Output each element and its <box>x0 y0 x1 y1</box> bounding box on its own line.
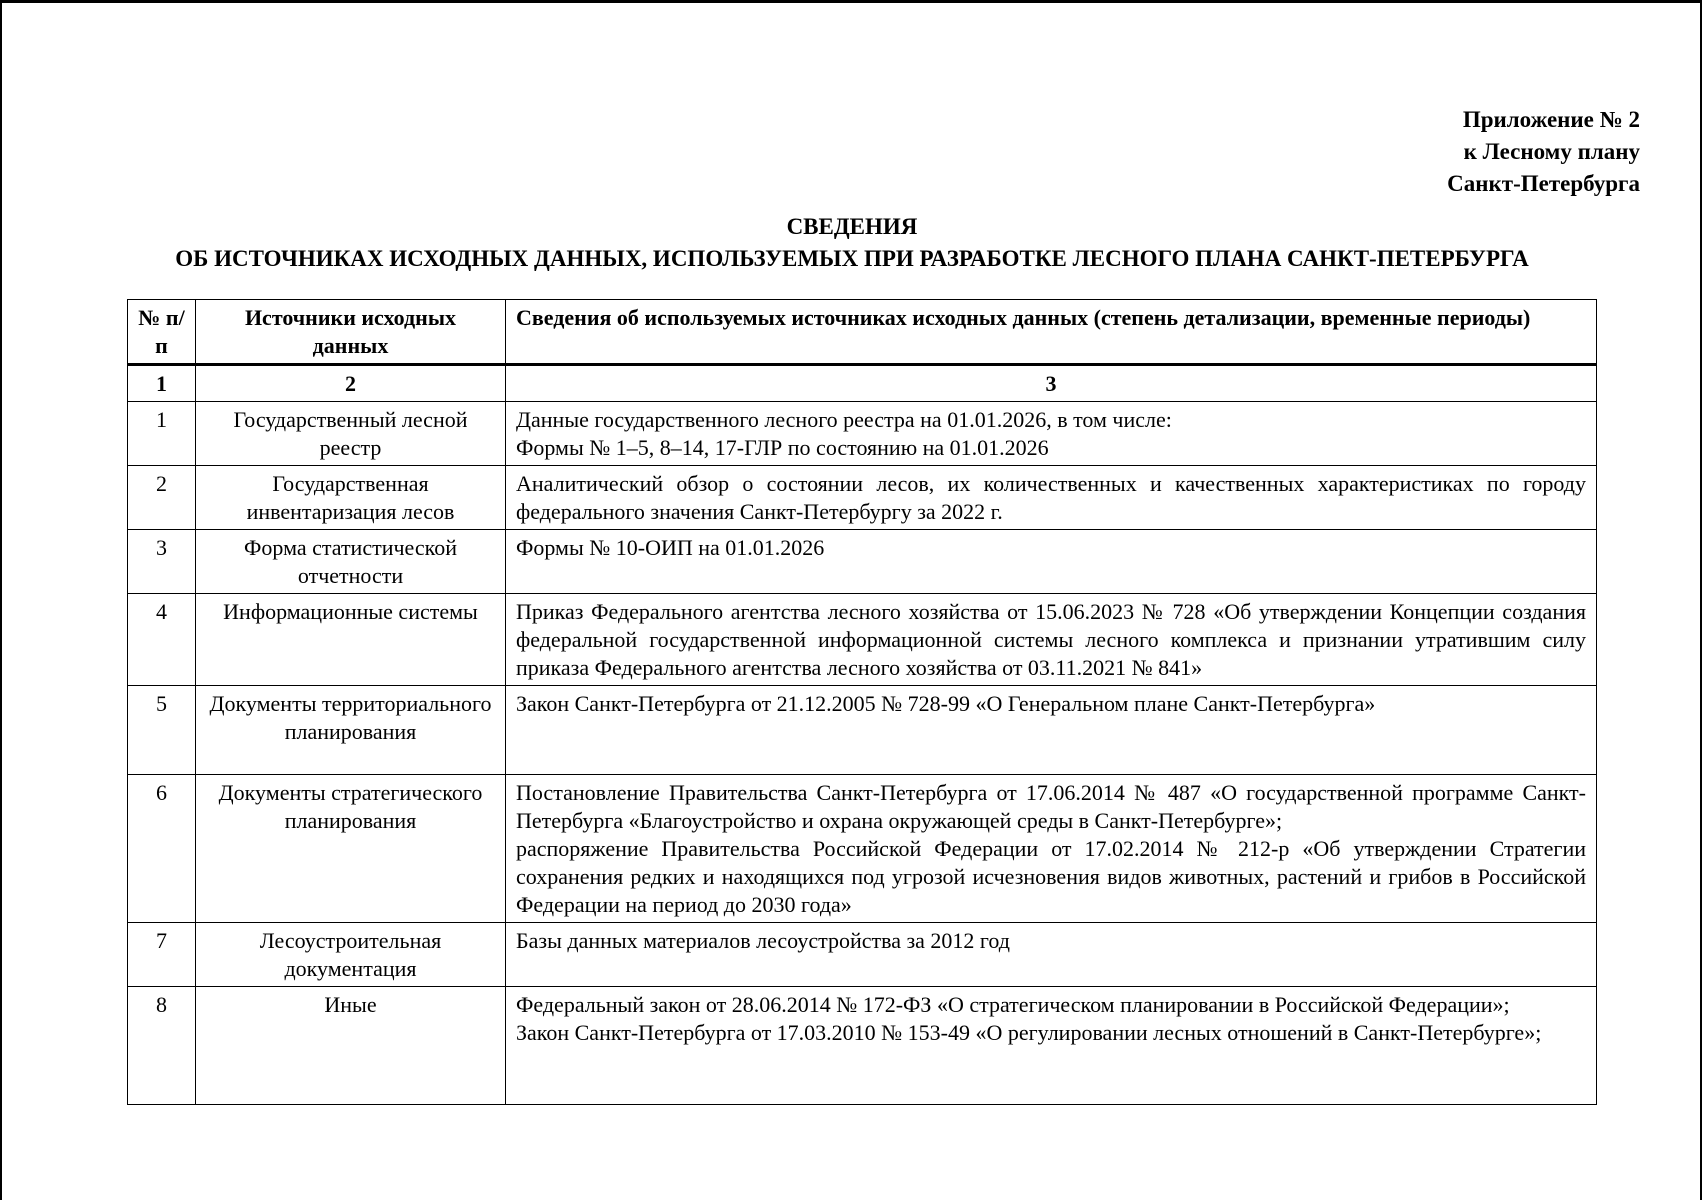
row-source: Форма статистической отчетности <box>196 530 506 594</box>
info-paragraph: Приказ Федерального агентства лесного хозяйства от 15.06.2023 № 728 «Об утверждении Концепции создания федеральной государственной информационной системы лесного комплекса и признании утратившим силу приказа Федерального агентства лесного хозяйства от 03.11.2021 № 841» <box>516 599 1586 680</box>
row-info <box>506 402 1597 466</box>
row-num: 5 <box>128 686 196 775</box>
scan-edge-top <box>0 0 1702 3</box>
row-info <box>506 775 1597 923</box>
info-paragraph: Базы данных материалов лесоустройства за 2012 год <box>516 928 1010 953</box>
title-line-1: СВЕДЕНИЯ <box>786 214 918 239</box>
table-header-row <box>128 300 1597 365</box>
row-num: 4 <box>128 594 196 686</box>
header-num: № п/п <box>128 300 196 365</box>
appendix-reference <box>1447 104 1640 200</box>
appendix-line-1: Приложение № 2 <box>1462 107 1640 132</box>
table-row <box>128 530 1597 594</box>
row-info <box>506 923 1597 987</box>
row-source: Лесоустроительная документация <box>196 923 506 987</box>
sources-table <box>127 299 1597 1105</box>
column-index-3: 3 <box>506 365 1597 402</box>
row-info <box>506 686 1597 775</box>
title-line-2: ОБ ИСТОЧНИКАХ ИСХОДНЫХ ДАННЫХ, ИСПОЛЬЗУЕМЫХ ПРИ РАЗРАБОТКЕ ЛЕСНОГО ПЛАНА САНКТ-ПЕТЕРБУРГА <box>175 246 1529 271</box>
info-paragraph: Закон Санкт-Петербурга от 17.03.2010 № 153-49 «О регулировании лесных отношений в Санкт-Петербурге»; <box>516 1020 1542 1045</box>
appendix-line-2: к Лесному плану <box>1463 139 1640 164</box>
row-num: 6 <box>128 775 196 923</box>
row-num: 8 <box>128 987 196 1105</box>
document-title <box>120 211 1584 275</box>
table-row <box>128 466 1597 530</box>
column-index-1: 1 <box>128 365 196 402</box>
table-row <box>128 775 1597 923</box>
header-info: Сведения об используемых источниках исходных данных (степень детализации, временные периоды) <box>506 300 1597 365</box>
table-row <box>128 594 1597 686</box>
row-num: 3 <box>128 530 196 594</box>
column-index-2: 2 <box>196 365 506 402</box>
row-info <box>506 594 1597 686</box>
row-source: Информационные системы <box>196 594 506 686</box>
row-source: Иные <box>196 987 506 1105</box>
row-info <box>506 466 1597 530</box>
row-info <box>506 987 1597 1105</box>
table-row <box>128 923 1597 987</box>
row-info <box>506 530 1597 594</box>
appendix-line-3: Санкт-Петербурга <box>1447 171 1640 196</box>
info-paragraph: Формы № 1–5, 8–14, 17-ГЛР по состоянию на 01.01.2026 <box>516 435 1049 460</box>
column-index-row <box>128 365 1597 402</box>
row-source: Государственный лесной реестр <box>196 402 506 466</box>
row-source: Документы территориального планирования <box>196 686 506 775</box>
info-paragraph: Данные государственного лесного реестра на 01.01.2026, в том числе: <box>516 407 1172 432</box>
row-num: 2 <box>128 466 196 530</box>
info-paragraph: Формы № 10-ОИП на 01.01.2026 <box>516 535 825 560</box>
info-paragraph: распоряжение Правительства Российской Федерации от 17.02.2014 № 212-р «Об утверждении Стратегии сохранения редких и находящихся под угрозой исчезновения видов животных, растений и грибов в Российской Федерации на период до 2030 года» <box>516 836 1586 917</box>
row-num: 1 <box>128 402 196 466</box>
scan-edge-left <box>0 0 2 1200</box>
row-num: 7 <box>128 923 196 987</box>
info-paragraph: Закон Санкт-Петербурга от 21.12.2005 № 728-99 «О Генеральном плане Санкт-Петербурга» <box>516 691 1376 716</box>
info-paragraph: Федеральный закон от 28.06.2014 № 172-ФЗ «О стратегическом планировании в Российской Федерации»; <box>516 992 1510 1017</box>
table-row <box>128 402 1597 466</box>
row-source: Документы стратегического планирования <box>196 775 506 923</box>
header-source: Источники исходных данных <box>196 300 506 365</box>
table-row <box>128 686 1597 775</box>
table-row <box>128 987 1597 1105</box>
row-source: Государственная инвентаризация лесов <box>196 466 506 530</box>
info-paragraph: Аналитический обзор о состоянии лесов, их количественных и качественных характеристиках по городу федерального значения Санкт-Петербургу за 2022 г. <box>516 471 1586 524</box>
info-paragraph: Постановление Правительства Санкт-Петербурга от 17.06.2014 № 487 «О государственной программе Санкт-Петербурга «Благоустройство и охрана окружающей среды в Санкт-Петербурге»; <box>516 780 1586 833</box>
